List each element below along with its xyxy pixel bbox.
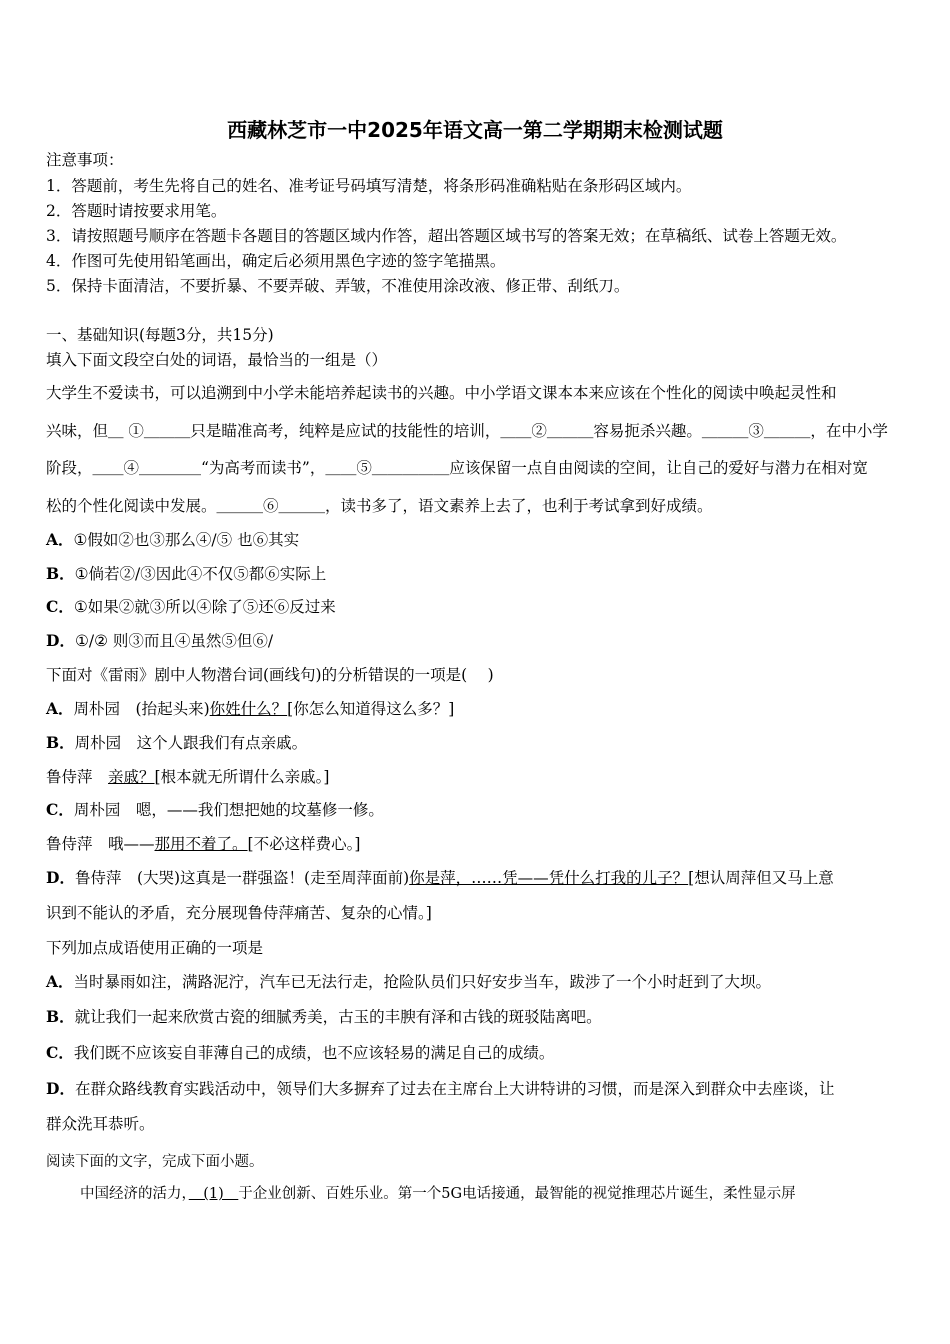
option-text: 就让我们一起来欣赏古瓷的细腻秀美，古玉的丰腴有泽和古钱的斑驳陆离吧。 bbox=[74, 1008, 602, 1026]
option-text: ①假如②也③那么④/⑤ 也⑥其实 bbox=[73, 531, 300, 549]
analysis-text: [想认周萍但又马上意 bbox=[688, 869, 834, 887]
option-a bbox=[46, 530, 299, 550]
option-a bbox=[46, 972, 771, 992]
passage-text: 中国经济的活力， bbox=[80, 1186, 189, 1202]
option-key: B． bbox=[46, 564, 75, 583]
notice-item: 4．作图可先使用铅笔画出，确定后必须用黑色字迹的签字笔描黑。 bbox=[46, 252, 506, 270]
option-text: 当时暴雨如注，满路泥泞，汽车已无法行走，抢险队员们只好安步当车，跋涉了一个小时赶到了大坝。 bbox=[73, 973, 772, 991]
notice-heading: 注意事项： bbox=[46, 151, 124, 169]
option-key: D． bbox=[46, 1079, 75, 1098]
option-text: 我们既不应该妄自菲薄自己的成绩，也不应该轻易的满足自己的成绩。 bbox=[73, 1044, 555, 1062]
option-text: 周朴园 嗯，——我们想把她的坟墓修一修。 bbox=[73, 801, 384, 819]
option-text: ①倘若②/③因此④不仅⑤都⑥实际上 bbox=[74, 565, 327, 583]
blank-1: (1) bbox=[188, 1186, 239, 1202]
underlined-line: 你是萍，……凭——凭什么打我的儿子？ bbox=[409, 869, 689, 887]
reading-intro: 阅读下面的文字，完成下面小题。 bbox=[46, 1154, 264, 1170]
option-c bbox=[46, 597, 336, 617]
analysis-text: [你怎么知道得这么多？] bbox=[287, 700, 455, 718]
option-c-cont bbox=[46, 834, 360, 854]
option-text: 在群众路线教育实践活动中，领导们大多摒弃了过去在主席台上大讲特讲的习惯，而是深入到群众中去座谈，让 bbox=[74, 1080, 835, 1098]
analysis-text: [根本就无所谓什么亲戚。] bbox=[154, 768, 330, 786]
option-text: 鲁侍萍 bbox=[46, 768, 109, 786]
notice-item: 5．保持卡面清洁，不要折暴、不要弄破、弄皱，不准使用涂改液、修正带、刮纸刀。 bbox=[46, 277, 630, 295]
option-b-cont bbox=[46, 767, 329, 787]
option-key: C． bbox=[46, 597, 74, 616]
option-d bbox=[46, 1079, 834, 1099]
option-d bbox=[46, 868, 834, 888]
option-text: 周朴园 (抬起头来) bbox=[73, 700, 210, 718]
notice-item: 2．答题时请按要求用笔。 bbox=[46, 202, 227, 220]
option-key: A． bbox=[46, 699, 74, 718]
option-d bbox=[46, 631, 273, 651]
option-key: B． bbox=[46, 733, 75, 752]
option-key: B． bbox=[46, 1007, 75, 1026]
option-key: C． bbox=[46, 800, 74, 819]
question-stem: 填入下面文段空白处的词语，最恰当的一组是（） bbox=[46, 351, 388, 369]
passage-line: 阶段，＿＿④＿＿＿＿“为高考而读书”，＿＿⑤＿＿＿＿＿应该保留一点自由阅读的空间，让自己的爱好与潜力在相对宽 bbox=[46, 459, 868, 477]
option-c bbox=[46, 1043, 554, 1063]
option-b bbox=[46, 564, 326, 584]
reading-passage-line bbox=[80, 1184, 796, 1204]
underlined-line: 那用不着了。 bbox=[154, 835, 248, 853]
option-d-cont: 群众洗耳恭听。 bbox=[46, 1115, 155, 1133]
passage-text: 于企业创新、百姓乐业。第一个5G电话接通，最智能的视觉推理芯片诞生，柔性显示屏 bbox=[238, 1186, 796, 1202]
option-text: ①如果②就③所以④除了⑤还⑥反过来 bbox=[73, 598, 336, 616]
underlined-line: 亲戚？ bbox=[108, 768, 155, 786]
option-text: 周朴园 这个人跟我们有点亲戚。 bbox=[74, 734, 308, 752]
question-stem: 下面对《雷雨》剧中人物潜台词(画线句)的分析错误的一项是( ) bbox=[46, 666, 494, 684]
option-key: A． bbox=[46, 530, 74, 549]
notice-item: 1．答题前，考生先将自己的姓名、准考证号码填写清楚，将条形码准确粘贴在条形码区域内。 bbox=[46, 177, 692, 195]
question-stem: 下列加点成语使用正确的一项是 bbox=[46, 939, 264, 957]
option-text: 鲁侍萍 (大哭)这真是一群强盗！(走至周萍面前) bbox=[74, 869, 410, 887]
section-heading: 一、基础知识(每题3分，共15分) bbox=[46, 326, 274, 344]
option-b bbox=[46, 733, 307, 753]
option-c bbox=[46, 800, 384, 820]
option-key: D． bbox=[46, 631, 75, 650]
option-b bbox=[46, 1007, 602, 1027]
analysis-text: [不必这样费心。] bbox=[247, 835, 361, 853]
option-key: A． bbox=[46, 972, 74, 991]
option-text: 鲁侍萍 哦—— bbox=[46, 835, 155, 853]
option-text: ①/② 则③而且④虽然⑤但⑥/ bbox=[74, 632, 274, 650]
option-a bbox=[46, 699, 454, 719]
passage-line: 兴味，但＿ ①＿＿＿只是瞄准高考，纯粹是应试的技能性的培训，＿＿②＿＿＿容易扼杀兴趣。＿＿＿③＿＿＿，在中小学 bbox=[46, 422, 888, 440]
option-key: C． bbox=[46, 1043, 74, 1062]
notice-item: 3．请按照题号顺序在答题卡各题目的答题区域内作答，超出答题区域书写的答案无效；在草稿纸、试卷上答题无效。 bbox=[46, 227, 847, 245]
page-title: 西藏林芝市一中2025年语文高一第二学期期末检测试题 bbox=[227, 118, 723, 142]
passage-line: 大学生不爱读书，可以追溯到中小学未能培养起读书的兴趣。中小学语文课本本来应该在个性化的阅读中唤起灵性和 bbox=[46, 384, 837, 402]
passage-line: 松的个性化阅读中发展。＿＿＿⑥＿＿＿，读书多了，语文素养上去了，也利于考试拿到好成绩。 bbox=[46, 497, 713, 515]
underlined-line: 你姓什么？ bbox=[209, 700, 288, 718]
option-d-cont: 识到不能认的矛盾，充分展现鲁侍萍痛苦、复杂的心情。] bbox=[46, 904, 432, 922]
option-key: D． bbox=[46, 868, 75, 887]
